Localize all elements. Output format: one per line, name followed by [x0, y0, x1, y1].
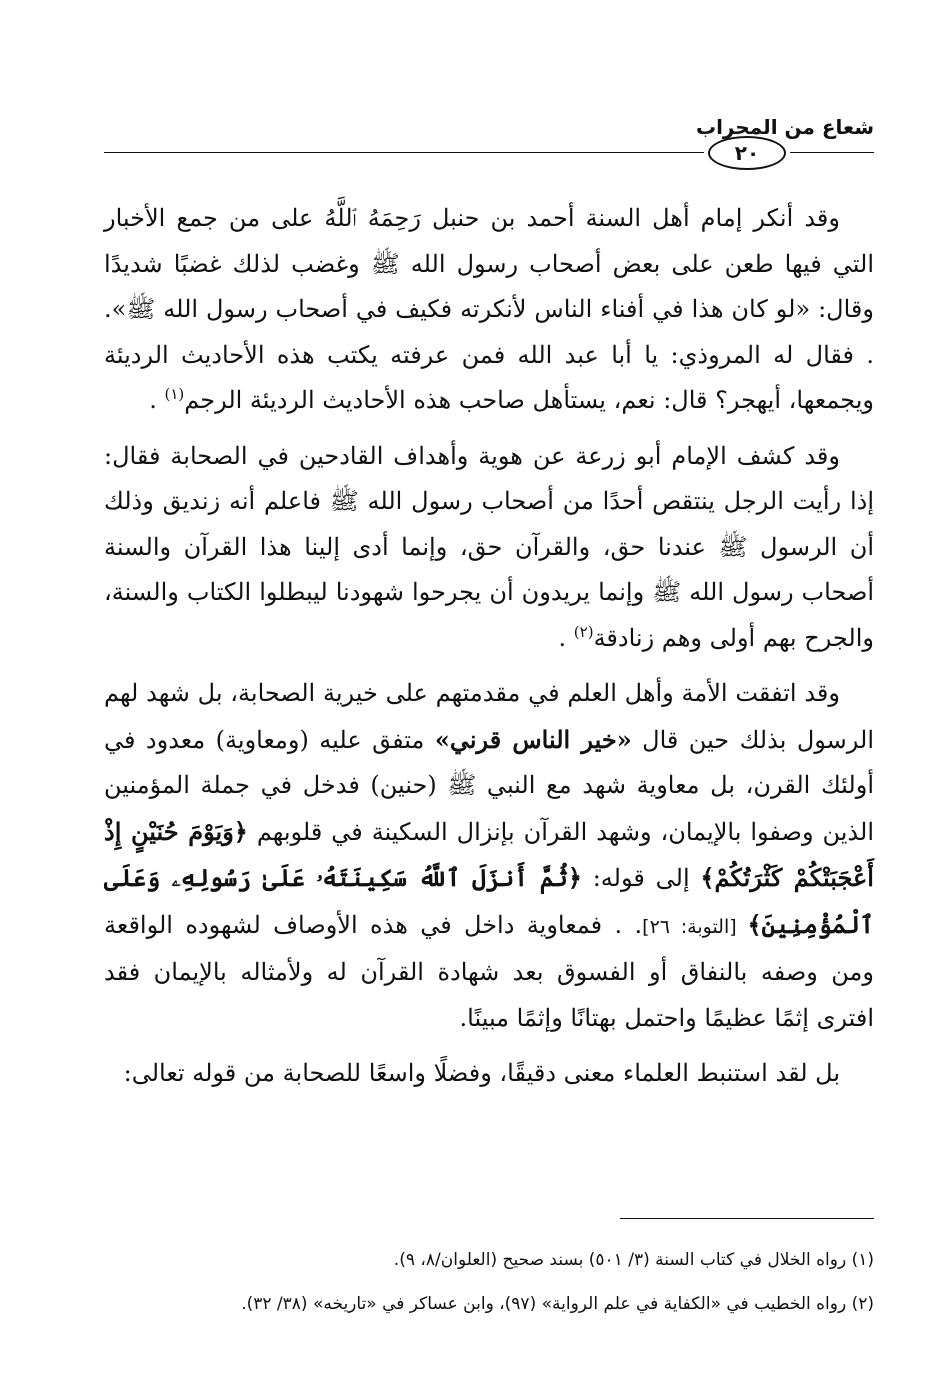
- page-number: ٢٠: [708, 136, 786, 170]
- quran-verse: ﴿ثُمَّ أَنزَلَ ٱللَّهُ سَكِينَتَهُۥ عَلَىٰ رَسُولِهِۦ وَعَلَى ٱلْمُؤْمِنِينَ﴾: [104, 863, 874, 939]
- paragraph-ahmad-ibn-hanbal: [104, 196, 874, 424]
- paragraph-text: إلى قوله:: [581, 864, 701, 892]
- main-text: [104, 196, 874, 1097]
- page-header: [104, 112, 874, 182]
- paragraph-consensus: [104, 671, 874, 1041]
- footnotes: [104, 1238, 874, 1326]
- paragraph-end: .: [558, 623, 567, 652]
- footnote-separator: [620, 1218, 874, 1219]
- footnote-marker: (١): [164, 385, 185, 403]
- paragraph-abu-zurah: [104, 434, 874, 662]
- paragraph-closing: [104, 1051, 874, 1097]
- footnote-2: (٢) رواه الخطيب في «الكفاية في علم الرواية» (٩٧)، وابن عساكر في «تاريخه» (٣٨/ ٣٢).: [241, 1294, 874, 1314]
- paragraph-text: بل لقد استنبط العلماء معنى دقيقًا، وفضلًا واسعًا للصحابة من قوله تعالى:: [123, 1059, 840, 1087]
- paragraph-end: .: [149, 386, 157, 414]
- header-rule: [790, 152, 874, 153]
- paragraph-text: وقد أنكر إمام أهل السنة أحمد بن حنبل رَحِمَهُ ٱللَّهُ على من جمع الأخبار التي فيها طعن على بعض أصحاب رسول الله ﷺ وغضب لذلك غضبًا شديدًا وقال: «لو كان هذا في أفناء الناس لأنكرته فكيف في أصحاب رسول الله ﷺ». . فقال له المروذي: يا أبا عبد الله فمن عرفته يكتب هذه الأحاديث الرديئة ويجمعها، أيهجر؟ قال: نعم، يستأهل صاحب هذه الأحاديث الرديئة الرجم: [104, 204, 874, 414]
- hadith-quote: «خير الناس قرني»: [434, 724, 632, 754]
- quran-verse: ﴿وَيَوْمَ حُنَيْنٍ إِذْ أَعْجَبَتْكُمْ كَثْرَتُكُمْ﴾: [104, 816, 874, 892]
- paragraph-text: متفق عليه (ومعاوية) معدود في أولئك القرن، بل معاوية شهد مع النبي ﷺ (حنين) فدخل في جملة المؤمنين الذين وصفوا بالإيمان، وشهد القرآن بإنزال السكينة في قلوبهم: [104, 725, 874, 846]
- footnote-1: (١) رواه الخلال في كتاب السنة (٣/ ٥٠١) بسند صحيح (العلوان/٨، ٩).: [393, 1250, 874, 1270]
- header-rule: [104, 152, 704, 153]
- paragraph-text: . . فمعاوية داخل في هذه الأوصاف لشهوده الواقعة ومن وصفه بالنفاق أو الفسوق بعد شهادة القرآن له ولأمثاله بالإيمان فقد افترى إثمًا عظيمًا واحتمل بهتانًا وإثمًا مبينًا.: [104, 910, 874, 1032]
- paragraph-text: وقد اتفقت الأمة وأهل العلم في مقدمتهم على خيرية الصحابة، بل شهد لهم الرسول بذلك حين قال: [104, 679, 875, 754]
- running-title: شعاع من المحراب: [695, 115, 874, 139]
- paragraph-text: وقد كشف الإمام أبو زرعة عن هوية وأهداف القادحين في الصحابة فقال: إذا رأيت الرجل ينتقص أحدًا من أصحاب رسول الله ﷺ فاعلم أنه زنديق وذلك أن الرسول ﷺ عندنا حق، والقرآن حق، وإنما أدى إلينا هذا القرآن والسنة أصحاب رسول الله ﷺ وإنما يريدون أن يجرحوا شهودنا ليبطلوا الكتاب والسنة، والجرح بهم أولى وهم زنادقة: [104, 441, 874, 652]
- footnote-marker: (٢): [573, 622, 594, 641]
- verse-reference: [التوبة: ٢٦]: [642, 915, 748, 938]
